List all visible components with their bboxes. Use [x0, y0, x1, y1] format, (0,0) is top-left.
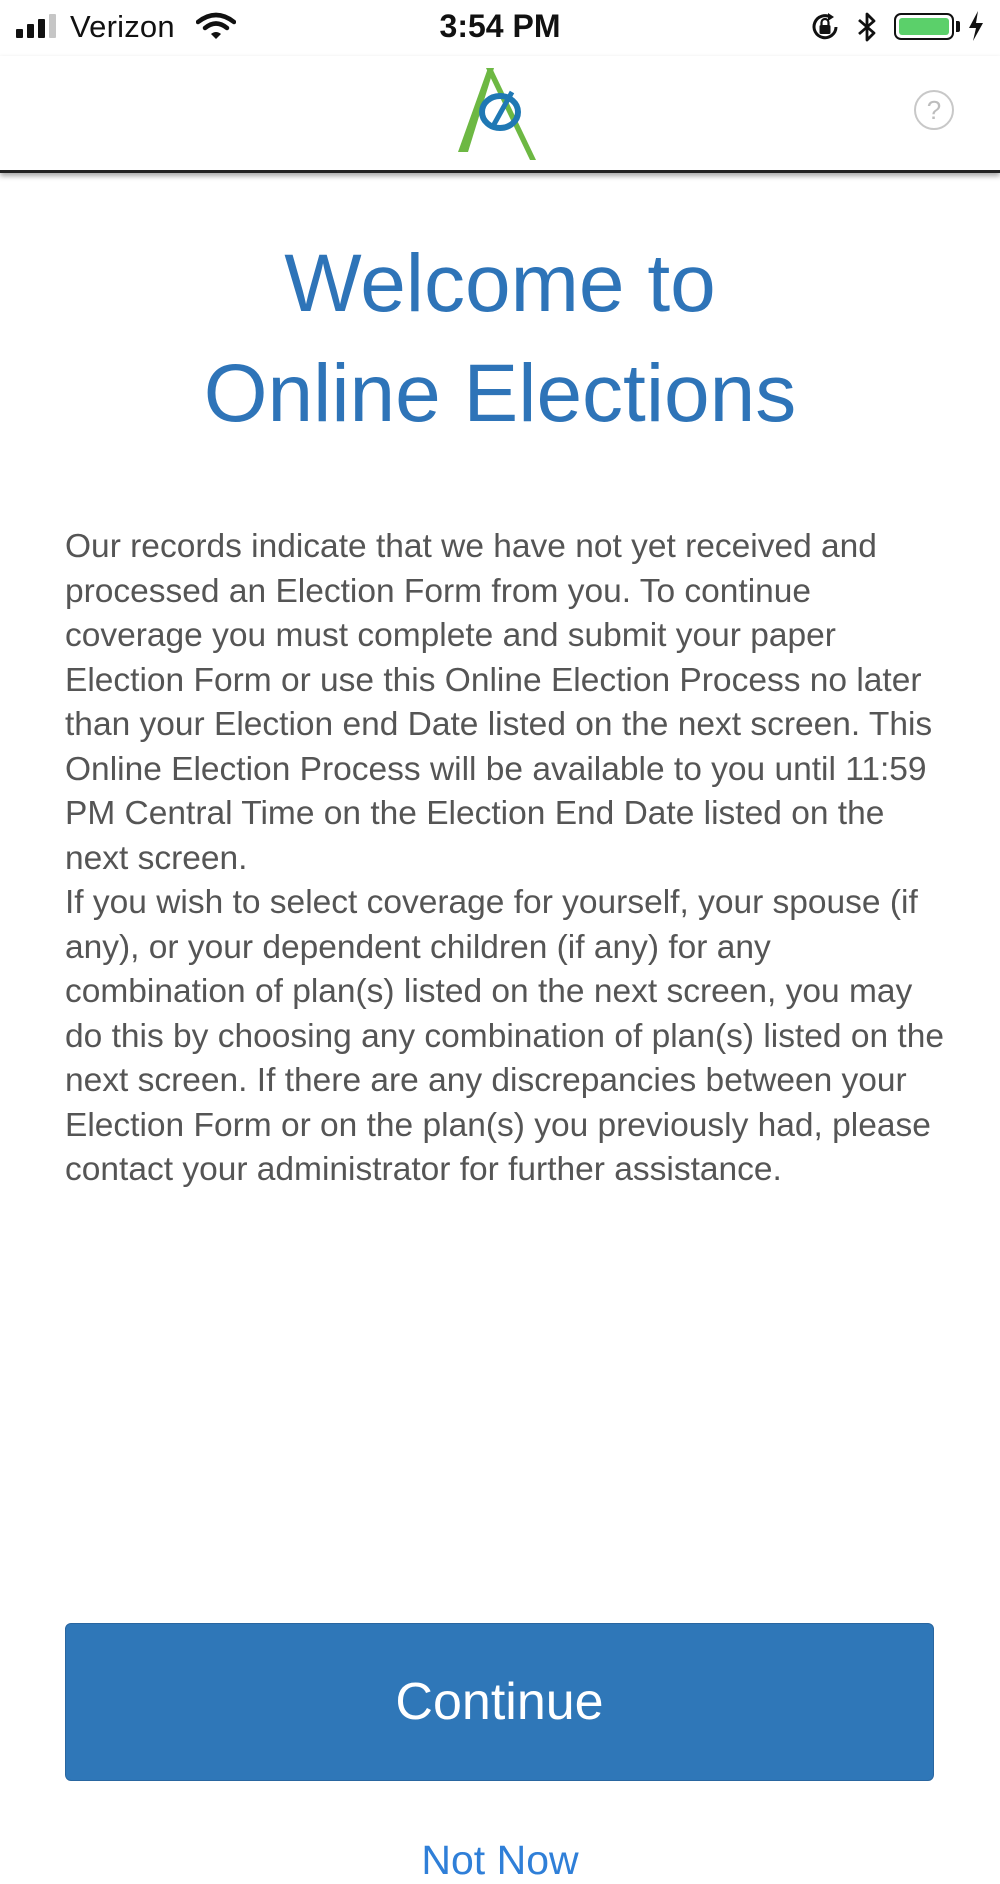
title-line-2: Online Elections: [203, 348, 797, 439]
charging-icon: [967, 10, 985, 47]
status-time: 3:54 PM: [439, 8, 561, 44]
title-line-1: Welcome to: [284, 238, 716, 329]
nav-header: [0, 56, 1000, 173]
status-bar: [0, 0, 1000, 56]
bluetooth-icon: [856, 10, 878, 49]
battery-level: [899, 18, 949, 35]
intro-text: [65, 525, 945, 1193]
intro-paragraph-1: Our records indicate that we have not yet received and processed an Election Form from you. To continue coverage you must complete and submit your paper Election Form or use this Online Election Process no later than your Election end Date listed on the next screen. This Online Election Process will be available to you until 11:59 PM Central Time on the Election End Date listed on the next screen.: [65, 528, 933, 877]
carrier-name: Verizon: [70, 9, 175, 44]
battery-tip: [956, 21, 960, 32]
help-button[interactable]: ?: [914, 90, 954, 130]
not-now-link[interactable]: Not Now: [421, 1837, 579, 1883]
page-title: [0, 229, 1000, 449]
app-logo-icon: [452, 62, 544, 169]
rotation-lock-icon: [809, 11, 841, 48]
intro-paragraph-2: If you wish to select coverage for yourself, your spouse (if any), or your dependent children (if any) for any combination of plan(s) listed on the next screen, you may do this by choosing any combination of plan(s) listed on the next screen. If there are any discrepancies between your Election Form or on the plan(s) you previously had, please contact your administrator for further assistance.: [65, 884, 944, 1188]
battery-icon: [894, 13, 954, 40]
continue-button[interactable]: Continue: [65, 1623, 934, 1781]
